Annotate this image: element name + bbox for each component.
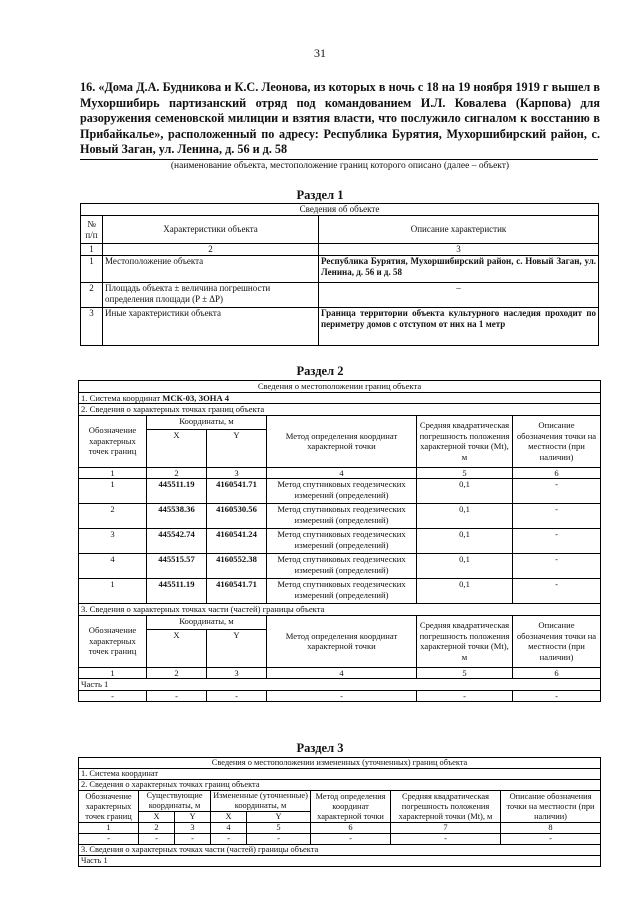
accuracy-value: 0,1 (417, 504, 513, 529)
x-value: 445511.19 (147, 579, 207, 604)
column-number: 5 (417, 667, 513, 679)
dash-cell: - (247, 834, 311, 845)
point-description-value: - (513, 579, 601, 604)
heading-caption: (наименование объекта, местоположение границ которого описано (далее – объект) (170, 161, 510, 171)
col-number-header: № п/п (81, 216, 103, 244)
point-description-value: - (513, 529, 601, 554)
accuracy-header: Средняя квадратическая погрешность положения характерной точки (Mt), м (391, 791, 501, 823)
y-value: 4160552.38 (207, 554, 267, 579)
method-value: Метод спутниковых геодезических измерений (определений) (267, 504, 417, 529)
row-number: 3 (81, 308, 103, 346)
characteristic-label: Иные характеристики объекта (103, 308, 319, 346)
column-number: 5 (247, 823, 311, 834)
y-header: Y (175, 812, 211, 823)
characteristic-label: Местоположение объекта (103, 256, 319, 283)
column-number: 2 (103, 244, 319, 256)
object-heading: 16. «Дома Д.А. Будникова и К.С. Леонова, из которых в ночь с 18 на 19 ноября 1919 г вышел в Мухоршибирь партизанский отряд под командованием И.Л. Ковалева (Карпова) для разоружения семеновской милиции и взятия власти, что послужило сигналом к восстанию в Прибайкалье», расположенный по адресу: Республика Бурятия, Мухоршибирский район, с. Новый Заган, ул. Ленина, д. 56 и д. 58 (80, 80, 600, 156)
column-number: 2 (147, 467, 207, 479)
method-value: Метод спутниковых геодезических измерений (определений) (267, 579, 417, 604)
table-title: Сведения об объекте (81, 204, 599, 216)
y-header: Y (207, 629, 267, 667)
table-title: Сведения о местоположении измененных (уточненных) границ объекта (79, 758, 601, 769)
x-header: X (211, 812, 247, 823)
y-header: Y (207, 429, 267, 467)
table-row (79, 529, 601, 554)
x-value: 445515.57 (147, 554, 207, 579)
point-description-value: - (513, 554, 601, 579)
heading-underline (80, 159, 598, 160)
x-value: 445538.36 (147, 504, 207, 529)
subsection-title: 2. Сведения о характерных точках границ объекта (79, 780, 601, 791)
method-value: Метод спутниковых геодезических измерений (определений) (267, 529, 417, 554)
col-description-header: Описание характеристик (319, 216, 599, 244)
dash-cell: - (211, 834, 247, 845)
dash-cell: - (311, 834, 391, 845)
column-number: 4 (211, 823, 247, 834)
column-number: 6 (513, 667, 601, 679)
point-description-value: - (513, 479, 601, 504)
x-value: 445542.74 (147, 529, 207, 554)
point-designation-header: Обозначение характерных точек границ (79, 415, 147, 467)
accuracy-value: 0,1 (417, 554, 513, 579)
point-id: 4 (79, 554, 147, 579)
point-id: 1 (79, 579, 147, 604)
object-info-table (80, 203, 599, 346)
section2-title: Раздел 2 (296, 364, 344, 378)
accuracy-header: Средняя квадратическая погрешность положения характерной точки (Mt), м (417, 615, 513, 667)
area-value: – (319, 283, 599, 308)
y-value: 4160541.71 (207, 479, 267, 504)
dash-cell: - (79, 690, 147, 702)
dash-cell: - (501, 834, 601, 845)
dash-cell: - (79, 834, 139, 845)
dash-cell: - (391, 834, 501, 845)
point-id: 1 (79, 479, 147, 504)
method-value: Метод спутниковых геодезических измерений (определений) (267, 554, 417, 579)
dash-cell: - (417, 690, 513, 702)
row-number: 2 (81, 283, 103, 308)
method-header: Метод определения координат характерной точки (267, 615, 417, 667)
subsection-title: 3. Сведения о характерных точках части (частей) границы объекта (79, 604, 601, 616)
point-designation-header: Обозначение характерных точек границ (79, 615, 147, 667)
dash-cell: - (175, 834, 211, 845)
col-characteristics-header: Характеристики объекта (103, 216, 319, 244)
location-value: Республика Бурятия, Мухоршибирский район, с. Новый Заган, ул. Ленина, д. 56 и д. 58 (319, 256, 599, 283)
coordinates-header: Координаты, м (147, 415, 267, 429)
table-row (79, 554, 601, 579)
part-label: Часть 1 (79, 679, 601, 691)
y-header: Y (247, 812, 311, 823)
table-row (81, 283, 599, 308)
x-value: 445511.19 (147, 479, 207, 504)
point-description-header: Описание обозначения точки на местности (при наличии) (513, 615, 601, 667)
x-header: X (139, 812, 175, 823)
column-number: 7 (391, 823, 501, 834)
table-row (79, 834, 601, 845)
page-number: 31 (314, 46, 326, 60)
x-header: X (147, 629, 207, 667)
y-value: 4160541.71 (207, 579, 267, 604)
column-number: 1 (79, 667, 147, 679)
table-row (81, 256, 599, 283)
column-number: 4 (267, 467, 417, 479)
column-number: 2 (147, 667, 207, 679)
accuracy-value: 0,1 (417, 579, 513, 604)
column-number: 1 (79, 823, 139, 834)
y-value: 4160530.56 (207, 504, 267, 529)
column-number: 8 (501, 823, 601, 834)
column-number: 3 (207, 467, 267, 479)
table-row (79, 479, 601, 504)
x-header: X (147, 429, 207, 467)
existing-coordinates-header: Существующие координаты, м (139, 791, 211, 812)
accuracy-value: 0,1 (417, 529, 513, 554)
row-number: 1 (81, 256, 103, 283)
accuracy-header: Средняя квадратическая погрешность положения характерной точки (Mt), м (417, 415, 513, 467)
method-header: Метод определения координат характерной точки (311, 791, 391, 823)
part-label: Часть 1 (79, 856, 601, 867)
table-title: Сведения о местоположении границ объекта (79, 381, 601, 393)
column-number: 6 (513, 467, 601, 479)
point-id: 3 (79, 529, 147, 554)
section3-title: Раздел 3 (296, 741, 344, 755)
dash-cell: - (207, 690, 267, 702)
dash-cell: - (513, 690, 601, 702)
table-row (79, 504, 601, 529)
characteristic-label: Площадь объекта ± величина погрешности определения площади (P ± ΔP) (103, 283, 319, 308)
coordinate-system: 1. Система координат (79, 769, 601, 780)
column-number: 3 (319, 244, 599, 256)
dash-cell: - (147, 690, 207, 702)
changed-boundary-table (78, 757, 601, 867)
method-header: Метод определения координат характерной точки (267, 415, 417, 467)
point-description-header: Описание обозначения точки на местности (при наличии) (513, 415, 601, 467)
subsection-title: 2. Сведения о характерных точках границ объекта (79, 404, 601, 416)
column-number: 3 (175, 823, 211, 834)
changed-coordinates-header: Измененные (уточненные) координаты, м (211, 791, 311, 812)
coordinate-system (79, 392, 601, 404)
column-number: 1 (81, 244, 103, 256)
table-row (81, 308, 599, 346)
coordinate-system-label: 1. Система координат (81, 392, 163, 403)
dash-cell: - (139, 834, 175, 845)
column-number: 5 (417, 467, 513, 479)
point-description-value: - (513, 504, 601, 529)
section1-title: Раздел 1 (296, 188, 344, 202)
accuracy-value: 0,1 (417, 479, 513, 504)
table-row (79, 690, 601, 702)
other-characteristics-value: Граница территории объекта культурного наследия проходит по периметру домов с отступом от них на 1 метр (319, 308, 599, 346)
point-description-header: Описание обозначения точки на местности (при наличии) (501, 791, 601, 823)
column-number: 6 (311, 823, 391, 834)
coordinates-header: Координаты, м (147, 615, 267, 629)
coordinate-system-value: МСК-03, ЗОНА 4 (162, 392, 230, 403)
dash-cell: - (267, 690, 417, 702)
column-number: 2 (139, 823, 175, 834)
boundary-points-table (78, 380, 601, 702)
y-value: 4160541.24 (207, 529, 267, 554)
column-number: 4 (267, 667, 417, 679)
subsection-title: 3. Сведения о характерных точках части (частей) границы объекта (79, 845, 601, 856)
point-designation-header: Обозначение характерных точек границ (79, 791, 139, 823)
column-number: 1 (79, 467, 147, 479)
method-value: Метод спутниковых геодезических измерений (определений) (267, 479, 417, 504)
table-row (79, 579, 601, 604)
point-id: 2 (79, 504, 147, 529)
column-number: 3 (207, 667, 267, 679)
